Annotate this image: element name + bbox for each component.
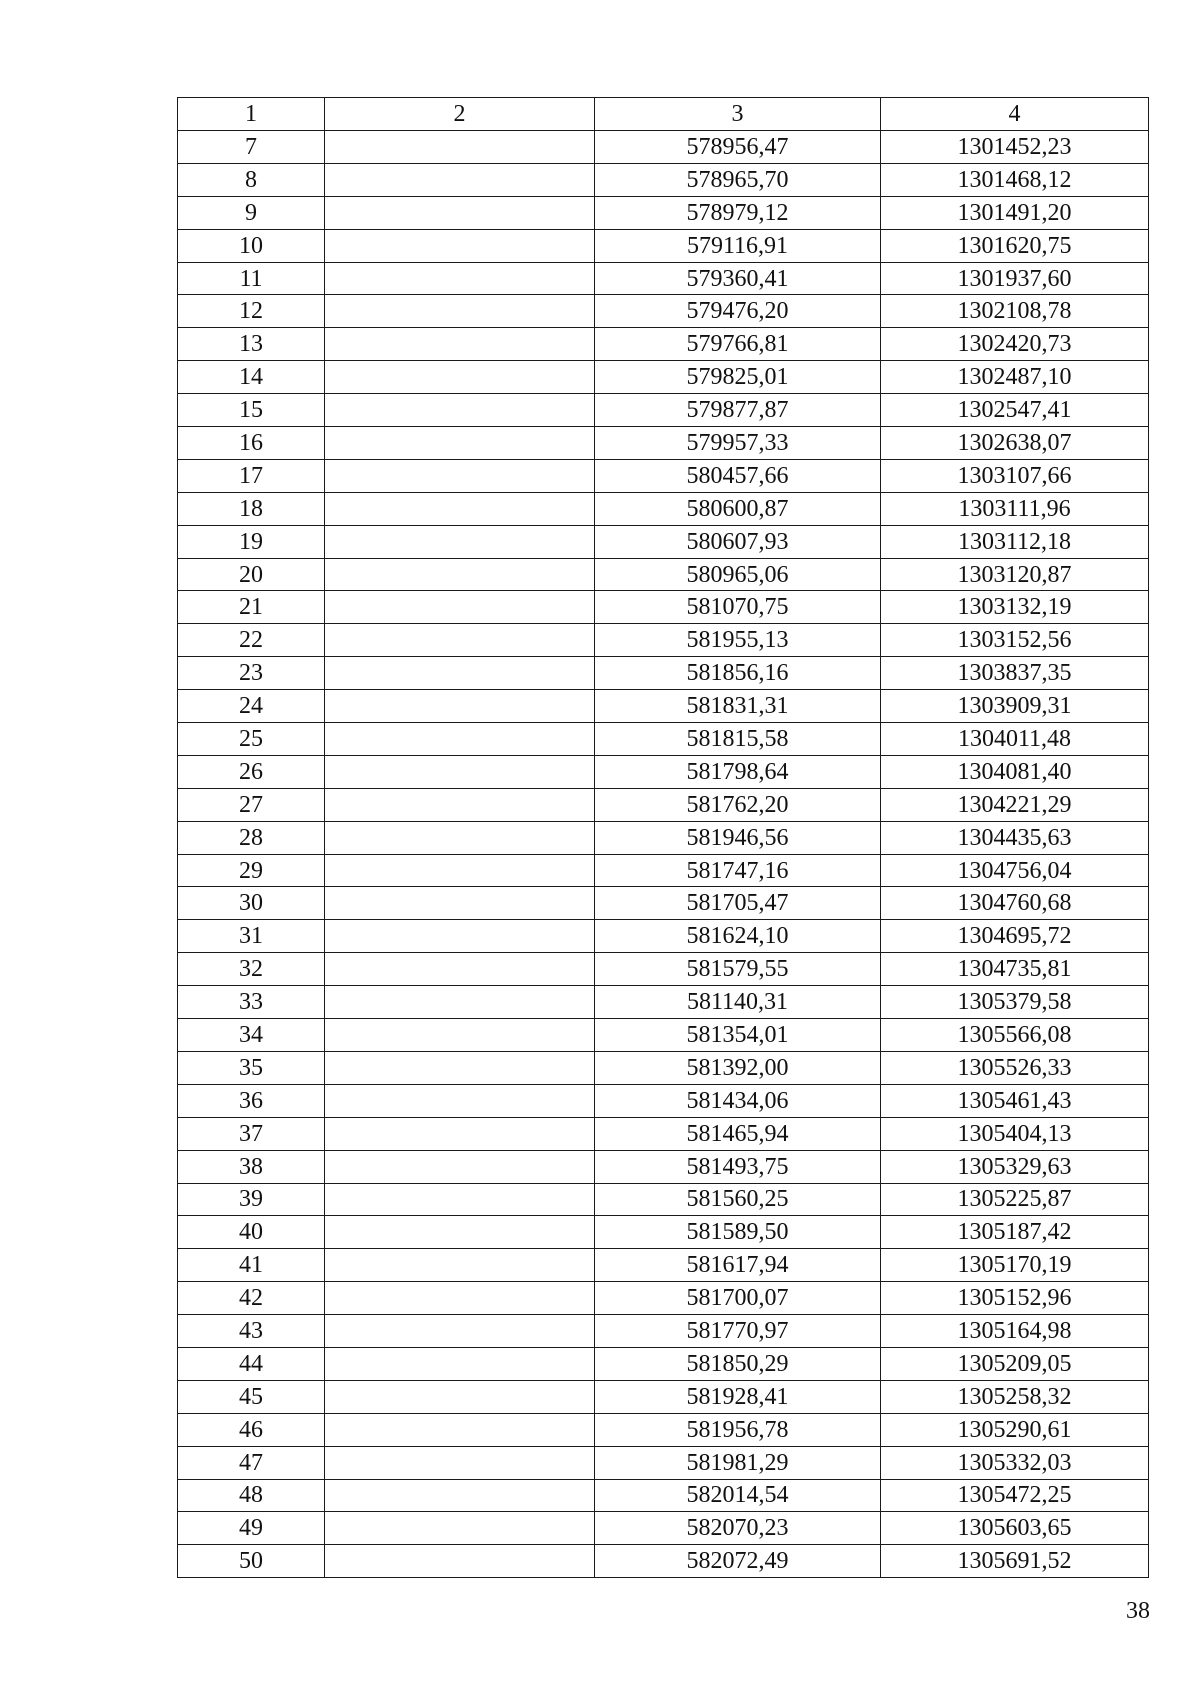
x-coordinate-cell: 581850,29 — [595, 1347, 881, 1380]
point-number-cell: 13 — [178, 328, 325, 361]
table-row — [178, 1479, 1149, 1512]
y-coordinate-cell: 1302547,41 — [881, 394, 1149, 427]
description-cell — [325, 1315, 595, 1348]
point-number-cell: 25 — [178, 723, 325, 756]
x-coordinate-cell: 582014,54 — [595, 1479, 881, 1512]
x-coordinate-cell: 578979,12 — [595, 196, 881, 229]
x-coordinate-cell: 580600,87 — [595, 492, 881, 525]
page-number: 38 — [1126, 1598, 1150, 1624]
description-cell — [325, 262, 595, 295]
x-coordinate-cell: 579825,01 — [595, 361, 881, 394]
y-coordinate-cell: 1305258,32 — [881, 1380, 1149, 1413]
description-cell — [325, 690, 595, 723]
y-coordinate-cell: 1305461,43 — [881, 1084, 1149, 1117]
y-coordinate-cell: 1305152,96 — [881, 1282, 1149, 1315]
point-number-cell: 32 — [178, 953, 325, 986]
x-coordinate-cell: 581955,13 — [595, 624, 881, 657]
table-row — [178, 1446, 1149, 1479]
x-coordinate-cell: 578956,47 — [595, 131, 881, 164]
point-number-cell: 10 — [178, 229, 325, 262]
table-row — [178, 361, 1149, 394]
column-header-4: 4 — [881, 98, 1149, 131]
x-coordinate-cell: 581928,41 — [595, 1380, 881, 1413]
table-row — [178, 887, 1149, 920]
description-cell — [325, 1084, 595, 1117]
description-cell — [325, 328, 595, 361]
description-cell — [325, 953, 595, 986]
description-cell — [325, 1051, 595, 1084]
description-cell — [325, 591, 595, 624]
x-coordinate-cell: 582070,23 — [595, 1512, 881, 1545]
y-coordinate-cell: 1305603,65 — [881, 1512, 1149, 1545]
y-coordinate-cell: 1305329,63 — [881, 1150, 1149, 1183]
table-row — [178, 624, 1149, 657]
x-coordinate-cell: 579360,41 — [595, 262, 881, 295]
table-row — [178, 1051, 1149, 1084]
description-cell — [325, 1216, 595, 1249]
x-coordinate-cell: 581856,16 — [595, 657, 881, 690]
table-row — [178, 788, 1149, 821]
x-coordinate-cell: 581560,25 — [595, 1183, 881, 1216]
y-coordinate-cell: 1303909,31 — [881, 690, 1149, 723]
point-number-cell: 31 — [178, 920, 325, 953]
y-coordinate-cell: 1303132,19 — [881, 591, 1149, 624]
x-coordinate-cell: 581434,06 — [595, 1084, 881, 1117]
point-number-cell: 43 — [178, 1315, 325, 1348]
point-number-cell: 35 — [178, 1051, 325, 1084]
description-cell — [325, 788, 595, 821]
description-cell — [325, 492, 595, 525]
table-body — [178, 131, 1149, 1578]
y-coordinate-cell: 1302487,10 — [881, 361, 1149, 394]
table-row — [178, 262, 1149, 295]
point-number-cell: 46 — [178, 1413, 325, 1446]
point-number-cell: 17 — [178, 459, 325, 492]
y-coordinate-cell: 1301452,23 — [881, 131, 1149, 164]
description-cell — [325, 755, 595, 788]
point-number-cell: 19 — [178, 525, 325, 558]
point-number-cell: 36 — [178, 1084, 325, 1117]
table-row — [178, 295, 1149, 328]
y-coordinate-cell: 1305566,08 — [881, 1019, 1149, 1052]
table-row — [178, 1380, 1149, 1413]
y-coordinate-cell: 1302108,78 — [881, 295, 1149, 328]
x-coordinate-cell: 581465,94 — [595, 1117, 881, 1150]
x-coordinate-cell: 581493,75 — [595, 1150, 881, 1183]
description-cell — [325, 163, 595, 196]
point-number-cell: 40 — [178, 1216, 325, 1249]
y-coordinate-cell: 1301937,60 — [881, 262, 1149, 295]
description-cell — [325, 986, 595, 1019]
table-row — [178, 591, 1149, 624]
y-coordinate-cell: 1302420,73 — [881, 328, 1149, 361]
description-cell — [325, 1150, 595, 1183]
y-coordinate-cell: 1304435,63 — [881, 821, 1149, 854]
y-coordinate-cell: 1301468,12 — [881, 163, 1149, 196]
header-row — [178, 98, 1149, 131]
description-cell — [325, 821, 595, 854]
point-number-cell: 42 — [178, 1282, 325, 1315]
table-row — [178, 558, 1149, 591]
description-cell — [325, 1512, 595, 1545]
x-coordinate-cell: 579116,91 — [595, 229, 881, 262]
point-number-cell: 33 — [178, 986, 325, 1019]
table-row — [178, 525, 1149, 558]
point-number-cell: 39 — [178, 1183, 325, 1216]
description-cell — [325, 657, 595, 690]
point-number-cell: 14 — [178, 361, 325, 394]
y-coordinate-cell: 1304760,68 — [881, 887, 1149, 920]
x-coordinate-cell: 581617,94 — [595, 1249, 881, 1282]
table-row — [178, 1117, 1149, 1150]
description-cell — [325, 1019, 595, 1052]
x-coordinate-cell: 581392,00 — [595, 1051, 881, 1084]
description-cell — [325, 196, 595, 229]
point-number-cell: 50 — [178, 1545, 325, 1578]
point-number-cell: 22 — [178, 624, 325, 657]
y-coordinate-cell: 1305170,19 — [881, 1249, 1149, 1282]
point-number-cell: 34 — [178, 1019, 325, 1052]
x-coordinate-cell: 581354,01 — [595, 1019, 881, 1052]
description-cell — [325, 525, 595, 558]
table-header — [178, 98, 1149, 131]
y-coordinate-cell: 1304221,29 — [881, 788, 1149, 821]
description-cell — [325, 920, 595, 953]
description-cell — [325, 723, 595, 756]
y-coordinate-cell: 1305472,25 — [881, 1479, 1149, 1512]
description-cell — [325, 1282, 595, 1315]
x-coordinate-cell: 579957,33 — [595, 427, 881, 460]
x-coordinate-cell: 580965,06 — [595, 558, 881, 591]
description-cell — [325, 131, 595, 164]
table-row — [178, 1183, 1149, 1216]
description-cell — [325, 854, 595, 887]
point-number-cell: 29 — [178, 854, 325, 887]
table-row — [178, 953, 1149, 986]
table-row — [178, 920, 1149, 953]
point-number-cell: 21 — [178, 591, 325, 624]
description-cell — [325, 1183, 595, 1216]
x-coordinate-cell: 579766,81 — [595, 328, 881, 361]
x-coordinate-cell: 580457,66 — [595, 459, 881, 492]
table-row — [178, 1347, 1149, 1380]
point-number-cell: 27 — [178, 788, 325, 821]
y-coordinate-cell: 1305187,42 — [881, 1216, 1149, 1249]
table-row — [178, 492, 1149, 525]
x-coordinate-cell: 581798,64 — [595, 755, 881, 788]
table-row — [178, 328, 1149, 361]
x-coordinate-cell: 581140,31 — [595, 986, 881, 1019]
table-row — [178, 196, 1149, 229]
point-number-cell: 44 — [178, 1347, 325, 1380]
point-number-cell: 16 — [178, 427, 325, 460]
y-coordinate-cell: 1304756,04 — [881, 854, 1149, 887]
table-row — [178, 163, 1149, 196]
description-cell — [325, 427, 595, 460]
y-coordinate-cell: 1304695,72 — [881, 920, 1149, 953]
x-coordinate-cell: 581705,47 — [595, 887, 881, 920]
table-row — [178, 723, 1149, 756]
description-cell — [325, 1446, 595, 1479]
y-coordinate-cell: 1301491,20 — [881, 196, 1149, 229]
point-number-cell: 45 — [178, 1380, 325, 1413]
description-cell — [325, 1347, 595, 1380]
y-coordinate-cell: 1303152,56 — [881, 624, 1149, 657]
x-coordinate-cell: 580607,93 — [595, 525, 881, 558]
point-number-cell: 28 — [178, 821, 325, 854]
table-row — [178, 1512, 1149, 1545]
table-row — [178, 1216, 1149, 1249]
point-number-cell: 30 — [178, 887, 325, 920]
point-number-cell: 9 — [178, 196, 325, 229]
description-cell — [325, 1545, 595, 1578]
point-number-cell: 7 — [178, 131, 325, 164]
x-coordinate-cell: 578965,70 — [595, 163, 881, 196]
x-coordinate-cell: 582072,49 — [595, 1545, 881, 1578]
table-row — [178, 755, 1149, 788]
point-number-cell: 20 — [178, 558, 325, 591]
x-coordinate-cell: 581815,58 — [595, 723, 881, 756]
y-coordinate-cell: 1305691,52 — [881, 1545, 1149, 1578]
description-cell — [325, 229, 595, 262]
column-header-1: 1 — [178, 98, 325, 131]
point-number-cell: 12 — [178, 295, 325, 328]
y-coordinate-cell: 1305379,58 — [881, 986, 1149, 1019]
y-coordinate-cell: 1303107,66 — [881, 459, 1149, 492]
x-coordinate-cell: 581956,78 — [595, 1413, 881, 1446]
table-row — [178, 131, 1149, 164]
y-coordinate-cell: 1301620,75 — [881, 229, 1149, 262]
y-coordinate-cell: 1303111,96 — [881, 492, 1149, 525]
x-coordinate-cell: 581770,97 — [595, 1315, 881, 1348]
description-cell — [325, 887, 595, 920]
description-cell — [325, 361, 595, 394]
x-coordinate-cell: 581762,20 — [595, 788, 881, 821]
column-header-2: 2 — [325, 98, 595, 131]
description-cell — [325, 558, 595, 591]
description-cell — [325, 1117, 595, 1150]
table-row — [178, 821, 1149, 854]
y-coordinate-cell: 1305209,05 — [881, 1347, 1149, 1380]
y-coordinate-cell: 1304735,81 — [881, 953, 1149, 986]
table-row — [178, 854, 1149, 887]
description-cell — [325, 1479, 595, 1512]
point-number-cell: 24 — [178, 690, 325, 723]
point-number-cell: 38 — [178, 1150, 325, 1183]
point-number-cell: 48 — [178, 1479, 325, 1512]
table-row — [178, 1545, 1149, 1578]
x-coordinate-cell: 581700,07 — [595, 1282, 881, 1315]
x-coordinate-cell: 581946,56 — [595, 821, 881, 854]
table-row — [178, 229, 1149, 262]
y-coordinate-cell: 1305225,87 — [881, 1183, 1149, 1216]
table-row — [178, 986, 1149, 1019]
table-row — [178, 1413, 1149, 1446]
table-row — [178, 657, 1149, 690]
y-coordinate-cell: 1305290,61 — [881, 1413, 1149, 1446]
point-number-cell: 15 — [178, 394, 325, 427]
x-coordinate-cell: 581579,55 — [595, 953, 881, 986]
x-coordinate-cell: 579877,87 — [595, 394, 881, 427]
y-coordinate-cell: 1304011,48 — [881, 723, 1149, 756]
description-cell — [325, 394, 595, 427]
x-coordinate-cell: 581747,16 — [595, 854, 881, 887]
table-row — [178, 1019, 1149, 1052]
y-coordinate-cell: 1304081,40 — [881, 755, 1149, 788]
y-coordinate-cell: 1305332,03 — [881, 1446, 1149, 1479]
table-row — [178, 427, 1149, 460]
description-cell — [325, 295, 595, 328]
y-coordinate-cell: 1303112,18 — [881, 525, 1149, 558]
table-row — [178, 1150, 1149, 1183]
y-coordinate-cell: 1305526,33 — [881, 1051, 1149, 1084]
y-coordinate-cell: 1302638,07 — [881, 427, 1149, 460]
description-cell — [325, 1413, 595, 1446]
point-number-cell: 8 — [178, 163, 325, 196]
y-coordinate-cell: 1303837,35 — [881, 657, 1149, 690]
table-row — [178, 1282, 1149, 1315]
coordinates-table — [177, 97, 1149, 1578]
table-row — [178, 1315, 1149, 1348]
y-coordinate-cell: 1305404,13 — [881, 1117, 1149, 1150]
description-cell — [325, 459, 595, 492]
table-row — [178, 1249, 1149, 1282]
x-coordinate-cell: 579476,20 — [595, 295, 881, 328]
table-row — [178, 690, 1149, 723]
x-coordinate-cell: 581589,50 — [595, 1216, 881, 1249]
point-number-cell: 41 — [178, 1249, 325, 1282]
description-cell — [325, 1380, 595, 1413]
y-coordinate-cell: 1305164,98 — [881, 1315, 1149, 1348]
point-number-cell: 47 — [178, 1446, 325, 1479]
table-row — [178, 459, 1149, 492]
y-coordinate-cell: 1303120,87 — [881, 558, 1149, 591]
point-number-cell: 26 — [178, 755, 325, 788]
x-coordinate-cell: 581981,29 — [595, 1446, 881, 1479]
x-coordinate-cell: 581831,31 — [595, 690, 881, 723]
column-header-3: 3 — [595, 98, 881, 131]
table-row — [178, 394, 1149, 427]
x-coordinate-cell: 581624,10 — [595, 920, 881, 953]
point-number-cell: 37 — [178, 1117, 325, 1150]
description-cell — [325, 1249, 595, 1282]
x-coordinate-cell: 581070,75 — [595, 591, 881, 624]
point-number-cell: 23 — [178, 657, 325, 690]
table-row — [178, 1084, 1149, 1117]
point-number-cell: 49 — [178, 1512, 325, 1545]
point-number-cell: 18 — [178, 492, 325, 525]
point-number-cell: 11 — [178, 262, 325, 295]
description-cell — [325, 624, 595, 657]
